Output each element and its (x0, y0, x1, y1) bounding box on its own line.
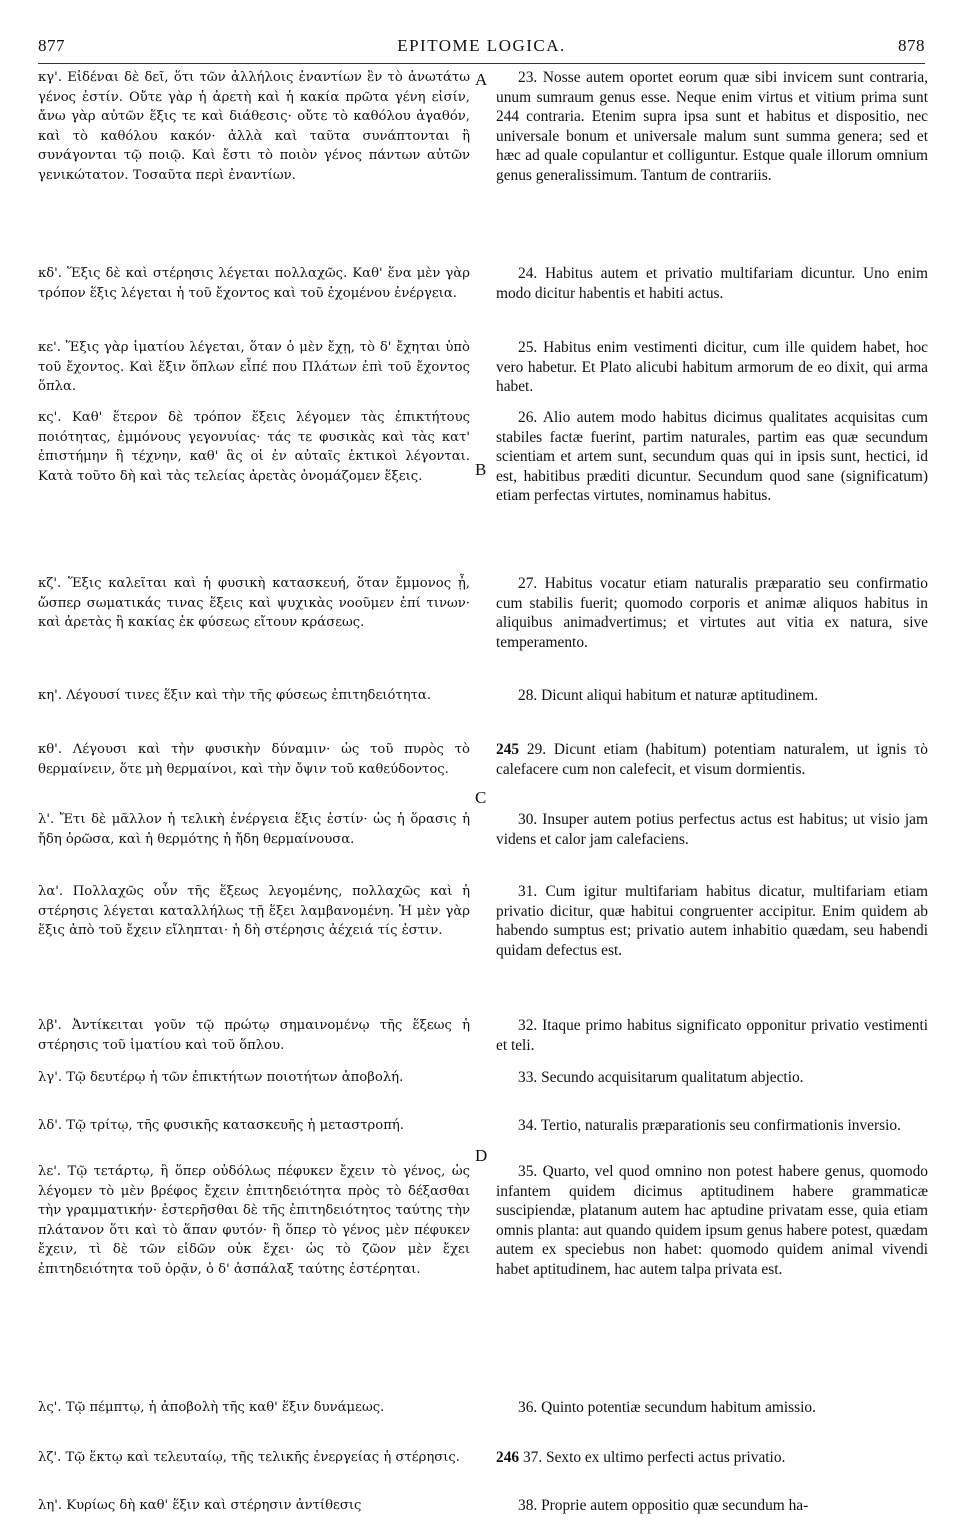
latin-paragraph: 38. Proprie autem oppositio quæ secundum ha- (518, 1497, 809, 1514)
latin-paragraph-text: 29. Dicunt etiam (habitum) potentiam naturalem, ut ignis τὸ calefacere cum non calefecit, et visum dormientis. (496, 741, 928, 778)
latin-paragraph: 24. Habitus autem et privatio multifariam dicuntur. Uno enim modo dicitur habentis et habiti actus. (496, 265, 928, 302)
greek-paragraph: κε'. Ἕξις γὰρ ἱματίου λέγεται, ὅταν ὁ μὲν ἔχῃ, τὸ δ' ἔχηται ὑπὸ τοῦ ἔχοντος. Καὶ ἕξιν ὅπλων εἶπέ που Πλάτων ἐπὶ τοῦ ἔχοντος ὅπλα. (38, 340, 470, 395)
greek-paragraph: κθ'. Λέγουσι καὶ τὴν φυσικὴν δύναμιν· ὡς τοῦ πυρὸς τὸ θερμαίνειν, ὅτε μὴ θερμαίνοι, καὶ τὴν ὄψιν τοῦ καθεύδοντος. (38, 742, 470, 777)
greek-paragraph: λγ'. Τῷ δευτέρῳ ἡ τῶν ἐπικτήτων ποιοτήτων ἀποβολή. (38, 1070, 404, 1085)
greek-paragraph: κζ'. Ἕξις καλεῖται καὶ ἡ φυσικὴ κατασκευή, ὅταν ἔμμονος ᾖ, ὥσπερ σωματικάς τινας ἕξεις καὶ ψυχικὰς νοοῦμεν ἐπί τινων· καὶ ἀρετὰς ἢ κακίας ἐκ φύσεως εἴτουν κράσεως. (38, 576, 470, 631)
greek-paragraph: λα'. Πολλαχῶς οὖν τῆς ἕξεως λεγομένης, πολλαχῶς καὶ ἡ στέρησις λέγεται καταλλήλως τῇ ἕξει λαμβανομένη. Ἡ μὲν γὰρ ἕξις ἀπὸ τοῦ ἔχειν εἴληπται· ἡ δὴ στέρησις ἀέχειά τίς ἐστιν. (38, 884, 470, 939)
greek-paragraph: λη'. Κυρίως δὴ καθ' ἕξιν καὶ στέρησιν ἀντίθεσις (38, 1498, 362, 1513)
latin-paragraph: 28. Dicunt aliqui habitum et naturæ aptitudinem. (518, 687, 819, 704)
margin-letter-a: A (475, 70, 488, 89)
latin-paragraph: 25. Habitus enim vestimenti dicitur, cum ille quidem habet, hoc vero habetur. Et Plato alicubi habitum armorum de eo dixit, qui arma habet. (496, 339, 928, 396)
greek-paragraph: λζ'. Τῷ ἕκτῳ καὶ τελευταίῳ, τῆς τελικῆς ἐνεργείας ἡ στέρησις. (38, 1450, 460, 1465)
running-title: EPITOME LOGICA. (397, 36, 566, 55)
greek-paragraph: κη'. Λέγουσί τινες ἕξιν καὶ τὴν τῆς φύσεως ἐπιτηδειότητα. (38, 688, 432, 703)
greek-paragraph: λβ'. Ἀντίκειται γοῦν τῷ πρώτῳ σημαινομένῳ τῆς ἕξεως ἡ στέρησις τοῦ ἱματίου καὶ τοῦ ὅπλου. (38, 1018, 470, 1053)
latin-paragraph: 32. Itaque primo habitus significato opponitur privatio vestimenti et teli. (496, 1017, 928, 1054)
latin-paragraph: 35. Quarto, vel quod omnino non potest habere genus, quomodo infantem quidem dicimus aptitudinem habere grammaticæ suscipiendæ, platanum autem hac aptudine privatam esse, quia etiam omnis planta: aut quando quidem ipsum genus habere potest, quædam autem ex speciebus non habet: quomodo quidem animal vivendi habet aptitudinem, hac autem talpa privata est. (496, 1163, 928, 1278)
header-rule (38, 63, 925, 64)
latin-paragraph (496, 740, 928, 779)
right-page-number: 878 (898, 36, 925, 55)
folio-number: 246 (496, 1449, 520, 1466)
latin-paragraph: 34. Tertio, naturalis præparationis seu confirmationis inversio. (518, 1117, 901, 1134)
greek-paragraph: λς'. Τῷ πέμπτῳ, ἡ ἀποβολὴ τῆς καθ' ἕξιν δυνάμεως. (38, 1400, 385, 1415)
margin-letter-b: B (475, 460, 487, 479)
latin-paragraph: 30. Insuper autem potius perfectus actus est habitus; ut visio jam videns et calor jam calefaciens. (496, 811, 928, 848)
latin-paragraph: 36. Quinto potentiæ secundum habitum amissio. (518, 1399, 816, 1416)
greek-paragraph: λ'. Ἔτι δὲ μᾶλλον ἡ τελικὴ ἐνέργεια ἕξις ἐστίν· ὡς ἡ ὅρασις ἡ ἤδη ὁρῶσα, καὶ ἡ θερμότης ἡ ἤδη θερμαίνουσα. (38, 812, 470, 847)
margin-letter-c: C (475, 788, 487, 807)
latin-paragraph: 26. Alio autem modo habitus dicimus qualitates acquisitas cum stabiles factæ fuerint, partim naturales, partim eas quæ secundum scientiam et artem sunt, secundum quas qui in ipsis sunt, hectici, id est, habitibus præditi dicuntur. Secundum quod sane (significatum) etiam perfectas virtutes, nominamus habitus. (496, 409, 928, 505)
latin-paragraph-text: 37. Sexto ex ultimo perfecti actus privatio. (519, 1449, 786, 1466)
greek-paragraph: κδ'. Ἕξις δὲ καὶ στέρησις λέγεται πολλαχῶς. Καθ' ἕνα μὲν γὰρ τρόπον ἕξις λέγεται ἡ τοῦ ἔχοντος καὶ τοῦ ἐχομένου ἐνέργεια. (38, 266, 470, 301)
latin-paragraph: 23. Nosse autem oportet eorum quæ sibi invicem sunt contraria, unum sumraum genus esse. Neque enim virtus et vitium prima sunt 244 contraria. Etenim supra ipsa sunt et habitus et dispositio, nec universale bonum et universale malum sunt summa genera; sed et hæc ad quale copulantur et colliguntur. Estque quale illorum omnium genus generalissimum. Tantum de contrariis. (496, 69, 928, 184)
page-header (38, 36, 925, 60)
latin-paragraph: 27. Habitus vocatur etiam naturalis præparatio seu confirmatio cum stabilis fuerit; quomodo corporis et animæ aliquos habitus in aliquibus animadvertimus; et virtutes aut vitia ex natura, sive temperamento. (496, 575, 928, 651)
folio-number: 245 (496, 741, 520, 758)
latin-paragraph: 33. Secundo acquisitarum qualitatum abjectio. (518, 1069, 804, 1086)
margin-letter-d: D (475, 1146, 488, 1165)
greek-paragraph: κγ'. Εἰδέναι δὲ δεῖ, ὅτι τῶν ἀλλήλοις ἐναντίων ἓν τὸ ἀνωτάτω γένος ἐστίν. Οὔτε γὰρ ἡ ἀρετὴ καὶ ἡ κακία πρῶτα γένη εἰσίν, ἄνω γὰρ αὐτῶν ἕξις τε καὶ διάθεσις· οὔτε τὸ καθόλου ἀγαθόν, καὶ τὸ καθόλου κακόν· ἀλλὰ καὶ ταῦτα συνάπτονται ἢ συνάγονται τῷ ποιῷ. Καὶ ἔστι τὸ ποιὸν γένος πάντων αὐτῶν γενικώτατον. Τοσαῦτα περὶ ἐναντίων. (38, 70, 470, 183)
left-page-number: 877 (38, 36, 65, 55)
latin-paragraph (496, 1448, 928, 1468)
greek-paragraph: κς'. Καθ' ἕτερον δὲ τρόπον ἕξεις λέγομεν τὰς ἐπικτήτους ποιότητας, ἐμμόνους γεγονυίας· τάς τε φυσικὰς καὶ τὰς κατ' ἐπιστήμην ἢ τέχνην, καθ' ἃς οἱ ἐν αὐταῖς ἑκτικοὶ λέγονται. Κατὰ τοῦτο δὴ καὶ τὰς τελείας ἀρετὰς ὀνομάζομεν ἕξεις. (38, 410, 470, 484)
greek-paragraph: λδ'. Τῷ τρίτῳ, τῆς φυσικῆς κατασκευῆς ἡ μεταστροπή. (38, 1118, 404, 1133)
greek-paragraph: λε'. Τῷ τετάρτῳ, ἢ ὅπερ οὐδόλως πέφυκεν ἔχειν τὸ γένος, ὡς λέγομεν τὸ μὲν βρέφος ἔχειν ἐπιτηδειότητα πρὸς τὸ δέξασθαι τὴν γραμματικήν· ἐστερῆσθαι δὲ τῆς ἐπιτηδειότητος ταύτης τὴν πλάτανον ὅτι καὶ τὸ ἅπαν φυτόν· ἢ ὅπερ τὸ γένος μὲν πέφυκεν ἔχειν, τὶ δὲ τῶν εἰδῶν οὐκ ἔχει· ὡς τὸ ζῶον μὲν ἔχει ἐπιτηδειότητα τοῦ ὁρᾷν, ὁ δ' ἀσπάλαξ ταύτης ἐστέρηται. (38, 1164, 470, 1277)
latin-paragraph: 31. Cum igitur multifariam habitus dicatur, multifariam etiam privatio dicitur, quæ habitui congruenter accipitur. Enim quidem ab habendo sumptus est; privatio autem inhabitio quædam, seu habendi quidam defectus est. (496, 883, 928, 959)
